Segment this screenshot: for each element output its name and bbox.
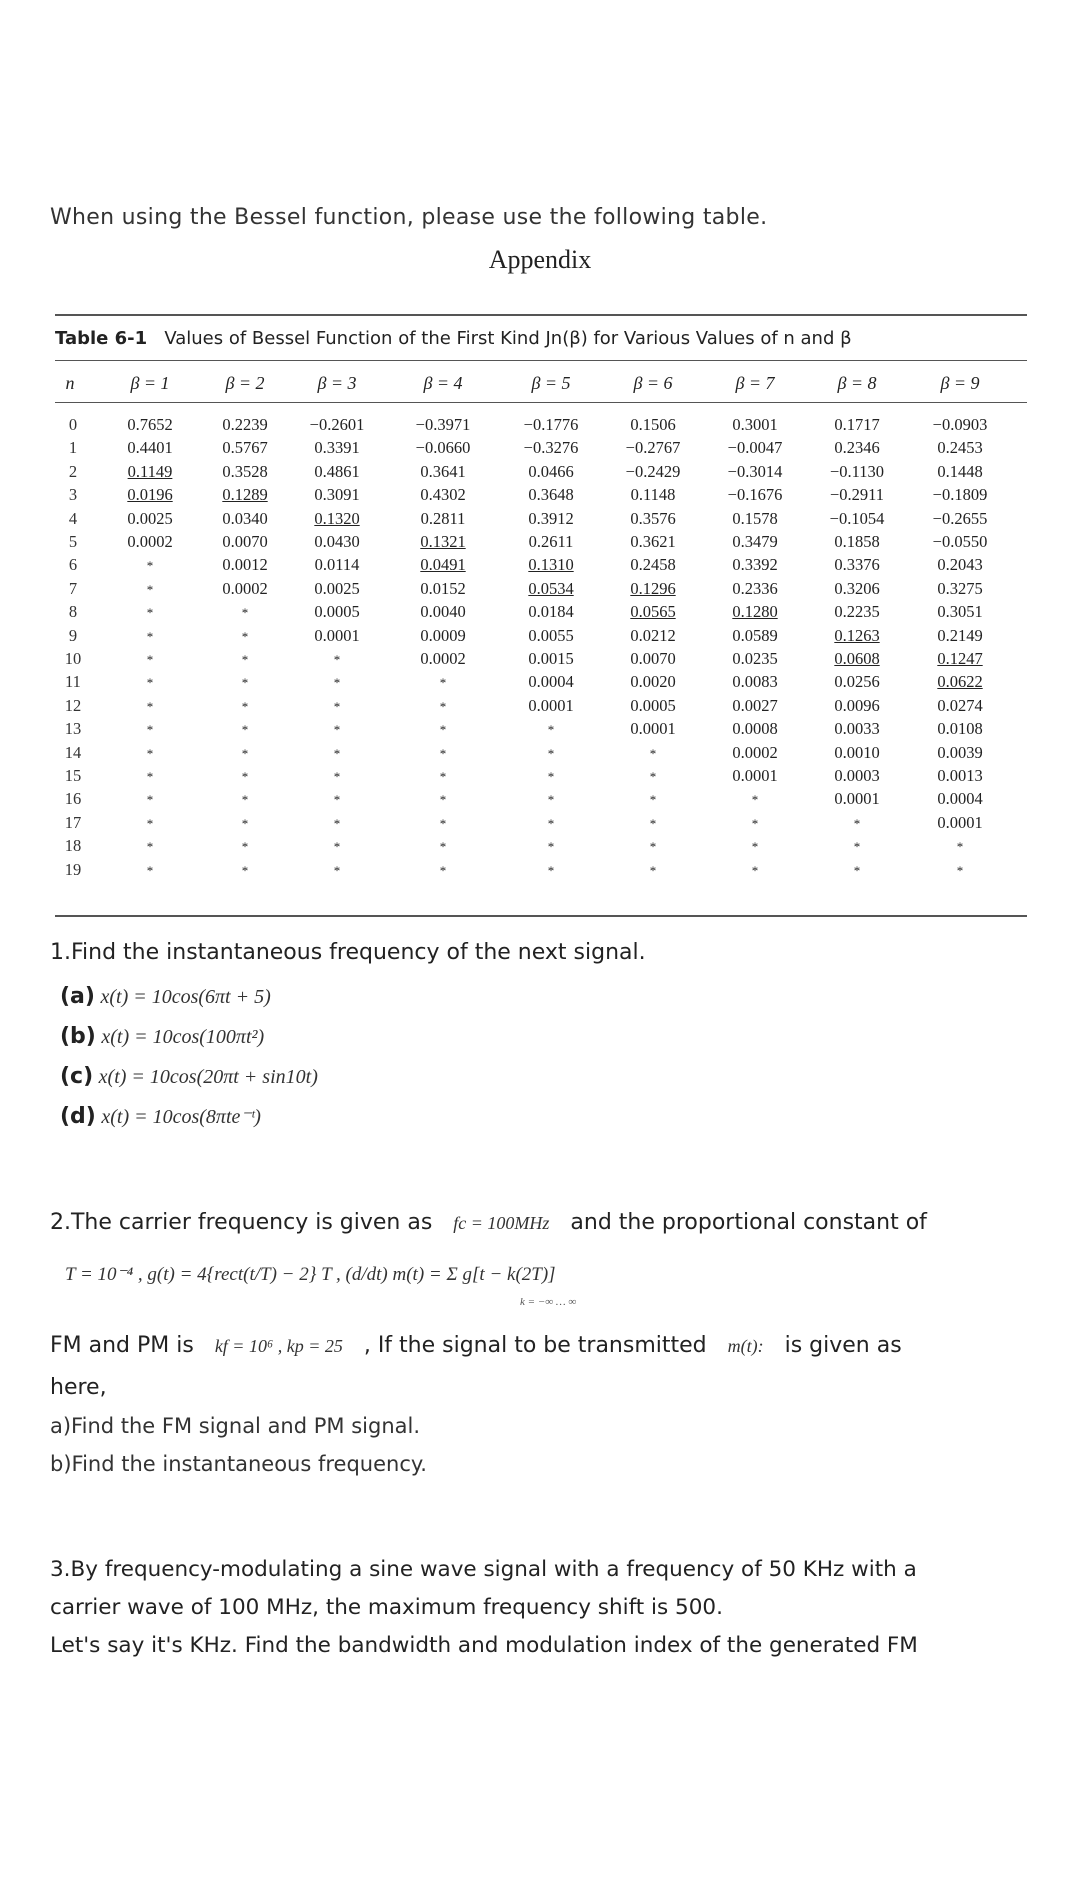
table-value-cell: 0.0004 — [937, 789, 983, 809]
table-value-cell: * — [241, 792, 249, 808]
table-value-cell: 0.2149 — [937, 625, 983, 645]
table-n-cell: 0 — [68, 415, 78, 434]
table-value-cell: 0.0005 — [314, 602, 360, 622]
table-value-cell: 0.2239 — [222, 415, 268, 434]
q1-item-label: (a) — [60, 984, 95, 1009]
table-n-cell: 3 — [68, 485, 78, 505]
table-value-cell: * — [333, 722, 341, 738]
table-value-cell: −0.2767 — [625, 438, 681, 458]
q2-formula-line — [65, 1263, 556, 1286]
table-value-cell: * — [146, 745, 154, 761]
table-value-cell: * — [649, 862, 657, 878]
table-value-cell: * — [146, 792, 154, 808]
table-n-cell: 5 — [68, 532, 78, 551]
table-value-cell: 0.0256 — [834, 672, 880, 692]
table-caption — [55, 328, 852, 349]
table-value-cell: 0.0002 — [420, 649, 466, 668]
table-value-cell: 0.1263 — [834, 625, 880, 645]
table-value-cell: 0.0002 — [127, 532, 173, 551]
table-n-cell: 15 — [64, 766, 82, 785]
table-value-cell: * — [439, 745, 447, 761]
table-header-rule — [55, 402, 1027, 403]
q1-item-a — [60, 983, 271, 1009]
table-value-cell: 0.0001 — [630, 719, 676, 739]
table-value-cell: 0.1280 — [732, 602, 778, 622]
table-value-cell: 0.0001 — [528, 695, 574, 715]
table-value-cell: 0.0010 — [834, 742, 880, 762]
table-value-cell: −0.1676 — [727, 485, 783, 505]
q1-item-label: (b) — [60, 1024, 96, 1049]
q1-item-c — [60, 1063, 318, 1089]
table-value-cell: 0.2458 — [630, 555, 676, 575]
table-value-cell: * — [146, 769, 154, 784]
table-top-rule — [55, 314, 1027, 316]
table-header-cell: β = 6 — [633, 373, 673, 393]
table-value-cell: 0.2611 — [528, 532, 574, 551]
table-value-cell: 0.2043 — [937, 555, 983, 575]
table-value-cell: −0.2429 — [625, 461, 681, 481]
q1-title: 1.Find the instantaneous frequency of the next signal. — [50, 940, 646, 965]
table-value-cell: 0.0027 — [732, 695, 778, 715]
table-value-cell: 0.4401 — [127, 438, 173, 458]
table-value-cell: 0.0114 — [314, 555, 360, 575]
table-value-cell: * — [146, 652, 154, 667]
table-value-cell: 0.0083 — [732, 672, 778, 692]
table-value-cell: 0.0589 — [732, 625, 778, 645]
table-value-cell: 0.0020 — [630, 672, 676, 692]
table-n-cell: 14 — [64, 742, 82, 762]
table-value-cell: * — [956, 862, 964, 878]
table-value-cell: 0.3376 — [834, 555, 880, 575]
table-value-cell: * — [146, 722, 154, 738]
table-value-cell: −0.3276 — [523, 438, 579, 458]
table-n-cell: 2 — [68, 461, 78, 481]
table-value-cell: * — [333, 745, 341, 761]
table-value-cell: 0.3479 — [732, 532, 778, 551]
table-value-cell: * — [146, 581, 154, 597]
table-value-cell: 0.0005 — [630, 695, 676, 715]
table-n-cell: 18 — [64, 836, 82, 856]
table-value-cell: 0.3392 — [732, 555, 778, 575]
q1-item-label: (c) — [60, 1064, 94, 1089]
table-value-cell: * — [146, 675, 154, 691]
table-value-cell: 0.0340 — [222, 508, 268, 528]
table-value-cell: 0.0001 — [732, 766, 778, 785]
table-header-cell: β = 1 — [130, 373, 170, 393]
table-value-cell: * — [146, 815, 154, 831]
q2-part-b: b)Find the instantaneous frequency. — [50, 1452, 427, 1476]
table-header-cell: β = 2 — [225, 373, 265, 393]
q1-item-expr: x(t) = 10cos(20πt + sin10t) — [98, 1066, 318, 1088]
table-value-cell: −0.1130 — [829, 461, 885, 481]
table-value-cell: 0.3576 — [630, 508, 676, 528]
table-caption-label: Table 6-1 — [55, 328, 148, 349]
table-value-cell: 0.1321 — [420, 532, 466, 551]
table-value-cell: * — [439, 769, 447, 784]
table-value-cell: 0.0003 — [834, 766, 880, 785]
q2-carrier-frequency: fc = 100MHz — [453, 1213, 550, 1233]
table-value-cell: 0.2811 — [420, 508, 466, 528]
table-value-cell: * — [241, 769, 249, 784]
table-header-cell: β = 9 — [940, 373, 980, 393]
table-n-cell: 4 — [68, 508, 78, 528]
table-value-cell: 0.0009 — [420, 625, 466, 645]
table-bottom-rule — [55, 915, 1027, 917]
table-value-cell: 0.0235 — [732, 649, 778, 668]
table-value-cell: 0.3051 — [937, 602, 983, 622]
table-value-cell: −0.1776 — [523, 415, 579, 434]
table-value-cell: 0.2235 — [834, 602, 880, 622]
table-value-cell: 0.0608 — [834, 649, 880, 668]
table-value-cell: * — [751, 815, 759, 831]
table-value-cell: * — [241, 698, 249, 714]
table-value-cell: 0.0212 — [630, 625, 676, 645]
table-value-cell: −0.0903 — [932, 415, 988, 434]
table-value-cell: 0.0491 — [420, 555, 466, 575]
q1-item-d — [60, 1103, 261, 1129]
table-value-cell: * — [547, 745, 555, 761]
table-value-cell: * — [439, 698, 447, 714]
q1-item-b — [60, 1023, 264, 1049]
table-value-cell: * — [333, 862, 341, 878]
table-value-cell: 0.3648 — [528, 485, 574, 505]
table-value-cell: * — [547, 792, 555, 808]
table-value-cell: * — [333, 815, 341, 831]
table-value-cell: * — [333, 769, 341, 784]
table-value-cell: * — [241, 722, 249, 738]
q3-line2: carrier wave of 100 MHz, the maximum frequency shift is 500. — [50, 1595, 723, 1620]
table-value-cell: 0.0152 — [420, 578, 466, 598]
table-value-cell: 0.0184 — [528, 602, 574, 622]
table-value-cell: * — [241, 652, 249, 667]
table-value-cell: * — [146, 862, 154, 878]
table-value-cell: 0.1247 — [937, 649, 983, 668]
q3-line1: 3.By frequency-modulating a sine wave signal with a frequency of 50 KHz with a — [50, 1557, 917, 1582]
table-value-cell: 0.4861 — [314, 461, 360, 481]
table-n-cell: 10 — [64, 649, 82, 668]
table-value-cell: * — [751, 792, 759, 808]
table-value-cell: 0.1296 — [630, 578, 676, 598]
table-value-cell: 0.0430 — [314, 532, 360, 551]
q2-message-signal: m(t): — [727, 1336, 764, 1356]
table-value-cell: 0.0040 — [420, 602, 466, 622]
table-value-cell: 0.0001 — [834, 789, 880, 809]
table-value-cell: * — [146, 628, 154, 644]
table-n-cell: 12 — [64, 695, 82, 715]
table-value-cell: 0.0070 — [630, 649, 676, 668]
q1-item-expr: x(t) = 10cos(8πte⁻ᵗ) — [101, 1106, 261, 1128]
q2-text: and the proportional constant of — [570, 1210, 927, 1235]
table-value-cell: 0.3391 — [314, 438, 360, 458]
q2-text: FM and PM is — [50, 1333, 194, 1358]
table-value-cell: * — [439, 675, 447, 691]
table-value-cell: * — [547, 862, 555, 878]
table-value-cell: 0.0622 — [937, 672, 983, 692]
table-value-cell: −0.0550 — [932, 532, 988, 551]
q2-part-a: a)Find the FM signal and PM signal. — [50, 1414, 421, 1438]
table-value-cell: 0.3912 — [528, 508, 574, 528]
table-value-cell: 0.2453 — [937, 438, 983, 458]
table-caption-rule — [55, 360, 1027, 361]
q3-line3: Let's say it's KHz. Find the bandwidth and modulation index of the generated FM — [50, 1633, 918, 1658]
appendix-title: Appendix — [488, 245, 592, 274]
table-value-cell: 0.3621 — [630, 532, 676, 551]
table-value-cell: 0.0002 — [732, 742, 778, 762]
table-header-cell: β = 5 — [531, 373, 571, 393]
table-caption-text: Values of Bessel Function of the First Kind Jn(β) for Various Values of n and β — [164, 328, 852, 349]
table-value-cell: 0.1148 — [630, 485, 676, 505]
q1-item-label: (d) — [60, 1104, 96, 1129]
table-value-cell: 0.0108 — [937, 719, 983, 739]
table-n-cell: 6 — [68, 555, 78, 575]
table-value-cell: 0.0565 — [630, 602, 676, 622]
table-value-cell: −0.2655 — [932, 508, 988, 528]
table-value-cell: 0.7652 — [127, 415, 173, 434]
table-value-cell: 0.0013 — [937, 766, 983, 785]
table-value-cell: 0.0002 — [222, 578, 268, 598]
table-value-cell: 0.0070 — [222, 532, 268, 551]
q1-item-expr: x(t) = 10cos(100πt²) — [101, 1026, 265, 1048]
table-value-cell: * — [241, 815, 249, 831]
table-value-cell: 0.1149 — [127, 461, 173, 481]
table-n-cell: 19 — [64, 859, 82, 879]
table-n-cell: 9 — [68, 625, 78, 645]
q2-line1 — [50, 1210, 927, 1235]
table-value-cell: * — [146, 839, 154, 855]
table-value-cell: * — [333, 652, 341, 667]
table-value-cell: −0.3971 — [415, 415, 471, 434]
table-value-cell: 0.3206 — [834, 578, 880, 598]
table-value-cell: 0.0039 — [937, 742, 983, 762]
table-value-cell: 0.4302 — [420, 485, 466, 505]
table-value-cell: 0.3641 — [420, 461, 466, 481]
table-n-cell: 17 — [64, 812, 82, 832]
table-value-cell: * — [439, 839, 447, 855]
table-header-cell: n — [65, 373, 75, 393]
table-value-cell: * — [146, 698, 154, 714]
q2-constants: kf = 10⁶ , kp = 25 — [214, 1336, 343, 1356]
table-n-cell: 7 — [68, 578, 78, 598]
table-value-cell: 0.1506 — [630, 415, 676, 434]
table-value-cell: −0.2911 — [829, 485, 885, 505]
table-value-cell: * — [547, 722, 555, 738]
table-value-cell: * — [547, 815, 555, 831]
table-n-cell: 1 — [68, 438, 78, 458]
table-value-cell: 0.0012 — [222, 555, 268, 575]
q2-sum-limits: k = −∞ … ∞ — [520, 1296, 577, 1308]
table-value-cell: −0.3014 — [727, 461, 783, 481]
table-value-cell: * — [956, 839, 964, 855]
table-value-cell: 0.2346 — [834, 438, 880, 458]
table-value-cell: * — [649, 745, 657, 761]
table-value-cell: * — [241, 628, 249, 644]
table-value-cell: 0.1858 — [834, 532, 880, 551]
table-value-cell: * — [853, 839, 861, 855]
table-n-cell: 16 — [64, 789, 82, 809]
table-value-cell: 0.1310 — [528, 555, 574, 575]
table-value-cell: * — [853, 815, 861, 831]
table-value-cell: * — [439, 815, 447, 831]
table-value-cell: * — [241, 675, 249, 691]
table-value-cell: −0.0047 — [727, 438, 783, 458]
table-value-cell: −0.2601 — [309, 415, 365, 434]
q2-text: is given as — [784, 1333, 902, 1358]
table-value-cell: 0.3275 — [937, 578, 983, 598]
table-value-cell: * — [241, 862, 249, 878]
table-value-cell: * — [439, 862, 447, 878]
q2-text: 2.The carrier frequency is given as — [50, 1210, 433, 1235]
intro-text: When using the Bessel function, please use the following table. — [50, 205, 768, 230]
table-n-cell: 8 — [68, 602, 78, 622]
table-value-cell: 0.0055 — [528, 625, 574, 645]
table-value-cell: 0.3528 — [222, 461, 268, 481]
table-value-cell: * — [333, 792, 341, 808]
table-value-cell: 0.1289 — [222, 485, 268, 505]
q2-formula: T = 10⁻⁴ , g(t) = 4{rect(t/T) − 2} T , (d/dt) m(t) = Σ g[t − k(2T)] — [65, 1264, 556, 1285]
table-value-cell: * — [649, 769, 657, 784]
q2-line3 — [50, 1333, 902, 1358]
table-value-cell: * — [853, 862, 861, 878]
table-value-cell: 0.3001 — [732, 415, 778, 434]
q2-text: , If the signal to be transmitted — [363, 1333, 707, 1358]
table-value-cell: 0.0033 — [834, 719, 880, 739]
table-value-cell: 0.0096 — [834, 695, 880, 715]
table-value-cell: 0.0196 — [127, 485, 173, 505]
table-value-cell: 0.0025 — [314, 578, 360, 598]
table-value-cell: 0.0274 — [937, 695, 983, 715]
table-header-cell: β = 4 — [423, 373, 463, 393]
table-value-cell: * — [241, 605, 249, 621]
table-n-cell: 13 — [64, 719, 82, 739]
table-value-cell: 0.0015 — [528, 649, 574, 668]
table-value-cell: −0.1809 — [932, 485, 988, 505]
table-value-cell: * — [146, 605, 154, 621]
table-n-cell: 11 — [65, 672, 81, 692]
table-value-cell: 0.2336 — [732, 578, 778, 598]
table-value-cell: 0.1578 — [732, 508, 778, 528]
table-value-cell: 0.0001 — [314, 625, 360, 645]
table-value-cell: * — [649, 792, 657, 808]
table-value-cell: −0.1054 — [829, 508, 885, 528]
table-value-cell: −0.0660 — [415, 438, 471, 458]
table-value-cell: * — [751, 839, 759, 855]
table-value-cell: * — [333, 839, 341, 855]
table-header-cell: β = 8 — [837, 373, 877, 393]
q1-item-expr: x(t) = 10cos(6πt + 5) — [100, 986, 271, 1008]
table-value-cell: 0.0534 — [528, 578, 574, 598]
table-value-cell: 0.3091 — [314, 485, 360, 505]
table-value-cell: * — [333, 698, 341, 714]
table-value-cell: 0.0025 — [127, 508, 173, 528]
table-header-cell: β = 3 — [317, 373, 357, 393]
table-value-cell: * — [241, 839, 249, 855]
q2-line4: here, — [50, 1375, 107, 1400]
table-value-cell: * — [751, 862, 759, 878]
table-value-cell: * — [146, 558, 154, 574]
table-value-cell: * — [333, 675, 341, 691]
table-value-cell: * — [649, 815, 657, 831]
table-value-cell: 0.1320 — [314, 508, 360, 528]
table-header-cell: β = 7 — [735, 373, 775, 393]
table-value-cell: 0.1448 — [937, 461, 983, 481]
table-value-cell: * — [439, 792, 447, 808]
table-value-cell: 0.0466 — [528, 461, 574, 481]
table-value-cell: * — [547, 769, 555, 784]
table-value-cell: * — [649, 839, 657, 855]
table-value-cell: 0.0008 — [732, 719, 778, 739]
table-value-cell: * — [547, 839, 555, 855]
table-value-cell: 0.0004 — [528, 672, 574, 692]
table-value-cell: * — [241, 745, 249, 761]
table-value-cell: 0.1717 — [834, 415, 880, 434]
table-value-cell: * — [439, 722, 447, 738]
table-value-cell: 0.0001 — [937, 812, 983, 832]
table-value-cell: 0.5767 — [222, 438, 268, 458]
